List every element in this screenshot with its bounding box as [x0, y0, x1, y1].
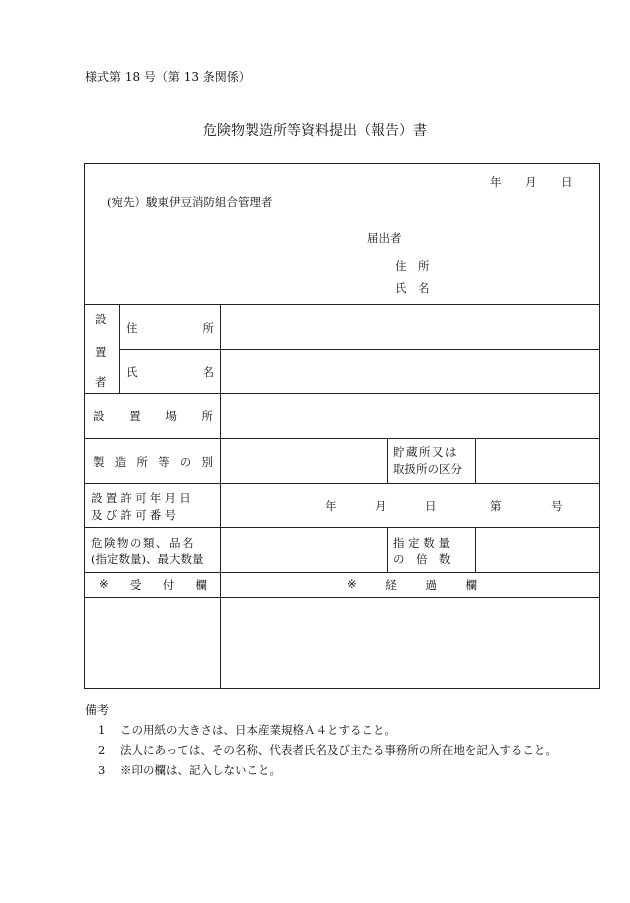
category-field[interactable] [221, 439, 387, 483]
date-year-label: 年 [490, 175, 502, 189]
submitter-name-label: 氏 名 [395, 281, 430, 295]
column-divider [387, 527, 388, 572]
installer-group-label-2: 置 [95, 345, 107, 359]
row-divider [85, 572, 599, 573]
permit-date-month: 月 [375, 499, 387, 513]
installer-group-label-3: 者 [95, 375, 107, 389]
reception-label: ※ 受 付 欄 [99, 577, 207, 592]
note-item: 3 ※印の欄は、記入しないこと。 [98, 763, 281, 777]
form-table [84, 163, 600, 689]
submitter-name-field[interactable] [425, 280, 575, 294]
installer-name-label: 氏 名 [126, 365, 214, 379]
location-label: 設 置 場 所 [93, 409, 213, 423]
date-day-label: 日 [561, 175, 573, 189]
permit-date-year: 年 [325, 499, 337, 513]
note-item: 1 この用紙の大きさは、日本産業規格Ａ４とすること。 [98, 723, 396, 737]
submitter-address-label: 住 所 [395, 259, 430, 273]
column-divider [387, 438, 388, 483]
notes-heading: 備考 [85, 703, 110, 717]
permit-label-line-2: 及び許可番号 [91, 508, 180, 522]
hazmat-label-line-1: 危険物の類、品名 [91, 536, 195, 550]
storage-label-line-2: 取扱所の区分 [393, 462, 462, 476]
submitter-label: 届出者 [367, 231, 402, 245]
category-label: 製 造 所 等 の 別 [93, 455, 213, 469]
installer-name-field[interactable] [221, 350, 599, 393]
installer-address-label: 住 所 [126, 321, 214, 335]
permit-number-prefix: 第 [490, 499, 502, 513]
submitter-address-field[interactable] [425, 258, 575, 272]
date-month-label: 月 [525, 175, 537, 189]
permit-date-day: 日 [425, 499, 437, 513]
installer-group-label-1: 設 [95, 312, 107, 326]
column-divider [119, 304, 120, 393]
storage-label-line-1: 貯蔵所又は [393, 445, 458, 459]
hazmat-field[interactable] [221, 528, 387, 572]
multiple-label-line-1: 指 定 数 量 [393, 536, 450, 550]
form-number-label: 様式第 18 号（第 13 条関係） [85, 70, 251, 84]
progress-label: ※ 経 過 欄 [347, 577, 477, 592]
progress-field [221, 598, 599, 688]
addressee: (宛先）駿東伊豆消防組合管理者 [107, 195, 273, 209]
permit-field[interactable] [221, 484, 599, 527]
reception-field [85, 598, 220, 688]
permit-label-line-1: 設置許可年月日 [91, 491, 194, 505]
multiple-field[interactable] [476, 528, 599, 572]
installer-address-field[interactable] [221, 305, 599, 349]
hazmat-label-line-2: (指定数量)、最大数量 [91, 552, 204, 566]
note-item: 2 法人にあっては、その名称、代表者氏名及び主たる事務所の所在地を記入すること。 [98, 743, 557, 757]
permit-number-suffix: 号 [551, 499, 563, 513]
document-title: 危険物製造所等資料提出（報告）書 [203, 123, 427, 139]
location-field[interactable] [221, 394, 599, 438]
storage-class-field[interactable] [476, 439, 599, 483]
multiple-label-line-2: の 倍 数 [393, 552, 451, 566]
